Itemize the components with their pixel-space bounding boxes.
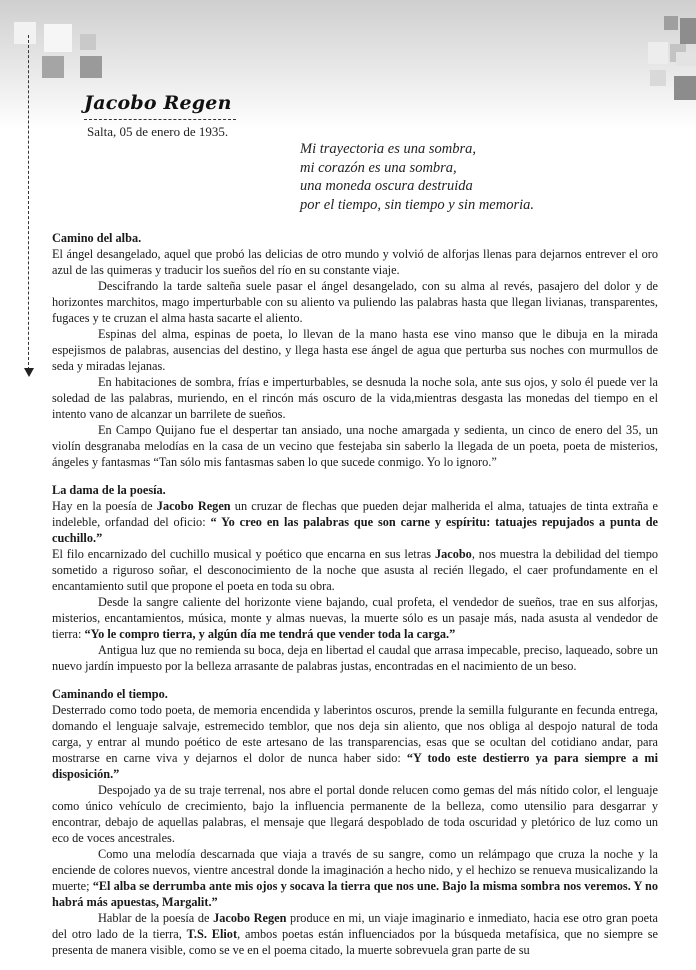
paragraph: Descifrando la tarde salteña suele pasar el ángel desangelado, con su alma al revés, pasajero del dolor y de horizontes marchitos, mago imperturbable con su aliento va puliendo las palabras hasta que llegan livianas, transparentes, fugaces y te cruzan el alma hasta sacarte el aliento. — [52, 279, 658, 325]
text-run: produce en mi, un viaje imaginario e inmediato, hacia ese otro gran poeta del otro lado de la tierra, — [52, 911, 658, 941]
paragraph — [52, 594, 658, 642]
quote: “Y todo este destierro ya para siempre a mi disposición.” — [52, 751, 658, 781]
paragraph — [52, 846, 658, 910]
text-run: Como una melodía descarnada que viaja a través de su sangre, como un relámpago que cruza la noche y la enciende de colores nuevos, vientre ancestral donde la imaginación a hecho nido, y el hechizo se renueva musicalizando la muerte; — [52, 847, 658, 893]
epigraph-line: Mi trayectoria es una sombra, — [300, 141, 476, 157]
section-title: Camino del alba. — [52, 231, 142, 245]
paragraph: Espinas del alma, espinas de poeta, lo llevan de la mano hasta ese vino manso que le dibuja en la mirada espejismos de palabras, ausencias del destino, y llega hasta ese ángel de agua que perturba sus noches con murmullos de seda y miradas lejanas. — [52, 327, 658, 373]
decor-square — [674, 76, 696, 100]
text-run: , ambos poetas están influenciados por la búsqueda metafísica, que no siempre se presenta de manera visible, como se ve en el poema citado, la muerte sobrevuela gran parte de su — [52, 927, 658, 957]
dotted-guide-line — [28, 35, 29, 370]
paragraph — [52, 546, 658, 594]
epigraph — [300, 140, 534, 214]
decor-square — [680, 18, 696, 44]
decor-square — [44, 24, 72, 52]
paragraph: El ángel desangelado, aquel que probó las delicias de otro mundo y volvió de alforjas llenas para dejarnos entrever el oro azul de las quimeras y traducir los sueños del río en su constante viaje. — [52, 247, 658, 277]
section-caminando-el-tiempo — [52, 686, 658, 958]
author-underline — [84, 119, 236, 120]
paragraph: En habitaciones de sombra, frías e imperturbables, se desnuda la noche sola, ante sus ojos, y solo él puede ver la soledad de las palabras, muriendo, en el rincón más oscuro de la vida,mientras desgasta las monedas del tiempo en el intento vano de alcanzar un barrilete de sueños. — [52, 375, 658, 421]
arrow-down-icon — [24, 368, 34, 377]
epigraph-line: mi corazón es una sombra, — [300, 159, 457, 176]
decor-square — [648, 42, 668, 64]
quote: “Yo le compro tierra, y algún día me tendrá que vender toda la carga.” — [84, 627, 456, 641]
decor-square — [80, 34, 96, 50]
decor-square — [676, 52, 696, 66]
paragraph — [52, 910, 658, 958]
paragraph — [52, 702, 658, 782]
text-run: , nos muestra la debilidad del tiempo sometido a riguroso soñar, el desconocimiento de la noche que asusta al recién llegado, el caer profundamente en el encantamiento sutil que propone el poeta en toda su obra. — [52, 547, 658, 593]
decor-square — [650, 70, 666, 86]
section-la-dama-de-la-poesia — [52, 482, 658, 674]
text-run: Hay en la poesía de — [52, 499, 157, 513]
paragraph: Despojado ya de su traje terrenal, nos abre el portal donde relucen como gemas del más nítido color, el lenguaje como único vehículo de crecimiento, bajo la influencia permanente de la belleza, como utensilio para desgarrar y encontrar, debajo de aquellas palabras, el mensaje que llegará despoblado de toda oscuridad y pletórico de luz como un eco de voces ancestrales. — [52, 783, 658, 845]
decor-square — [80, 56, 102, 78]
decor-square — [14, 22, 36, 44]
text-run: El filo encarnizado del cuchillo musical y poético que encarna en sus letras — [52, 547, 435, 561]
author-mention: Jacobo — [434, 547, 472, 561]
author-mention: Jacobo Regen — [156, 499, 231, 513]
article-body — [52, 230, 658, 970]
section-title: Caminando el tiempo. — [52, 687, 168, 701]
paragraph — [52, 498, 658, 546]
author-mention: T.S. Eliot — [186, 927, 238, 941]
decor-square — [664, 16, 678, 30]
paragraph: Antigua luz que no remienda su boca, deja en libertad el caudal que arrasa impecable, preciso, laqueado, sobre un nuevo jardín impuesto por la belleza arrasante de palabras justas, encontradas en el nacimiento de un beso. — [52, 643, 658, 673]
quote: “El alba se derrumba ante mis ojos y socava la tierra que nos une. Bajo la misma sombra nos veremos. Y no habrá más apuestas, Margalit.” — [52, 879, 658, 909]
section-camino-del-alba — [52, 230, 658, 470]
author-name: Jacobo Regen — [84, 92, 232, 114]
text-run: Desde la sangre caliente del horizonte viene bajando, cual profeta, el vendedor de sueños, trae en sus alforjas, misterios, encantamientos, música, monte y almas nuevas, la muerte sólo es un pasaje más, nada asusta al vendedor de tierra: — [52, 595, 658, 641]
text-run: Hablar de la poesía de — [98, 911, 214, 925]
paragraph: En Campo Quijano fue el despertar tan ansiado, una noche amargada y sedienta, un cinco de enero del 35, un violín desgranaba melodías en la casa de un vecino que festejaba sin saberlo la llegada de un poeta, poeta de misterios, ángeles y fantasmas “Tan sólo mis fantasmas saben lo que sucede conmigo. Yo lo ignoro.” — [52, 423, 658, 469]
epigraph-line: una moneda oscura destruida — [300, 178, 473, 194]
text-run: un cruzar de flechas que pueden dejar malherida el alma, tatuajes de tinta extraña e indeleble, orfandad del oficio: — [52, 499, 658, 529]
epigraph-line: por el tiempo, sin tiempo y sin memoria. — [300, 196, 534, 213]
section-title: La dama de la poesía. — [52, 483, 166, 497]
text-run: Desterrado como todo poeta, de memoria encendida y laberintos oscuros, prende la semilla fulgurante en fecunda entrega, domando el lenguaje salvaje, estremecido temblor, que nos deja sin aliento, que nos obliga al despojo natural de toda carga, y entrar al mundo poético de este artesano de las transparencias, esas que se ocultan del cotidiano andar, para mostrarse en carne viva y dejarnos el dolor de nunca haber sido: — [52, 703, 658, 765]
dateline: Salta, 05 de enero de 1935. — [87, 124, 229, 139]
author-mention: Jacobo Regen — [213, 911, 287, 925]
quote: “ Yo creo en las palabras que son carne y espíritu: tatuajes repujados a punta de cuchillo.” — [52, 515, 658, 545]
decor-square — [42, 56, 64, 78]
